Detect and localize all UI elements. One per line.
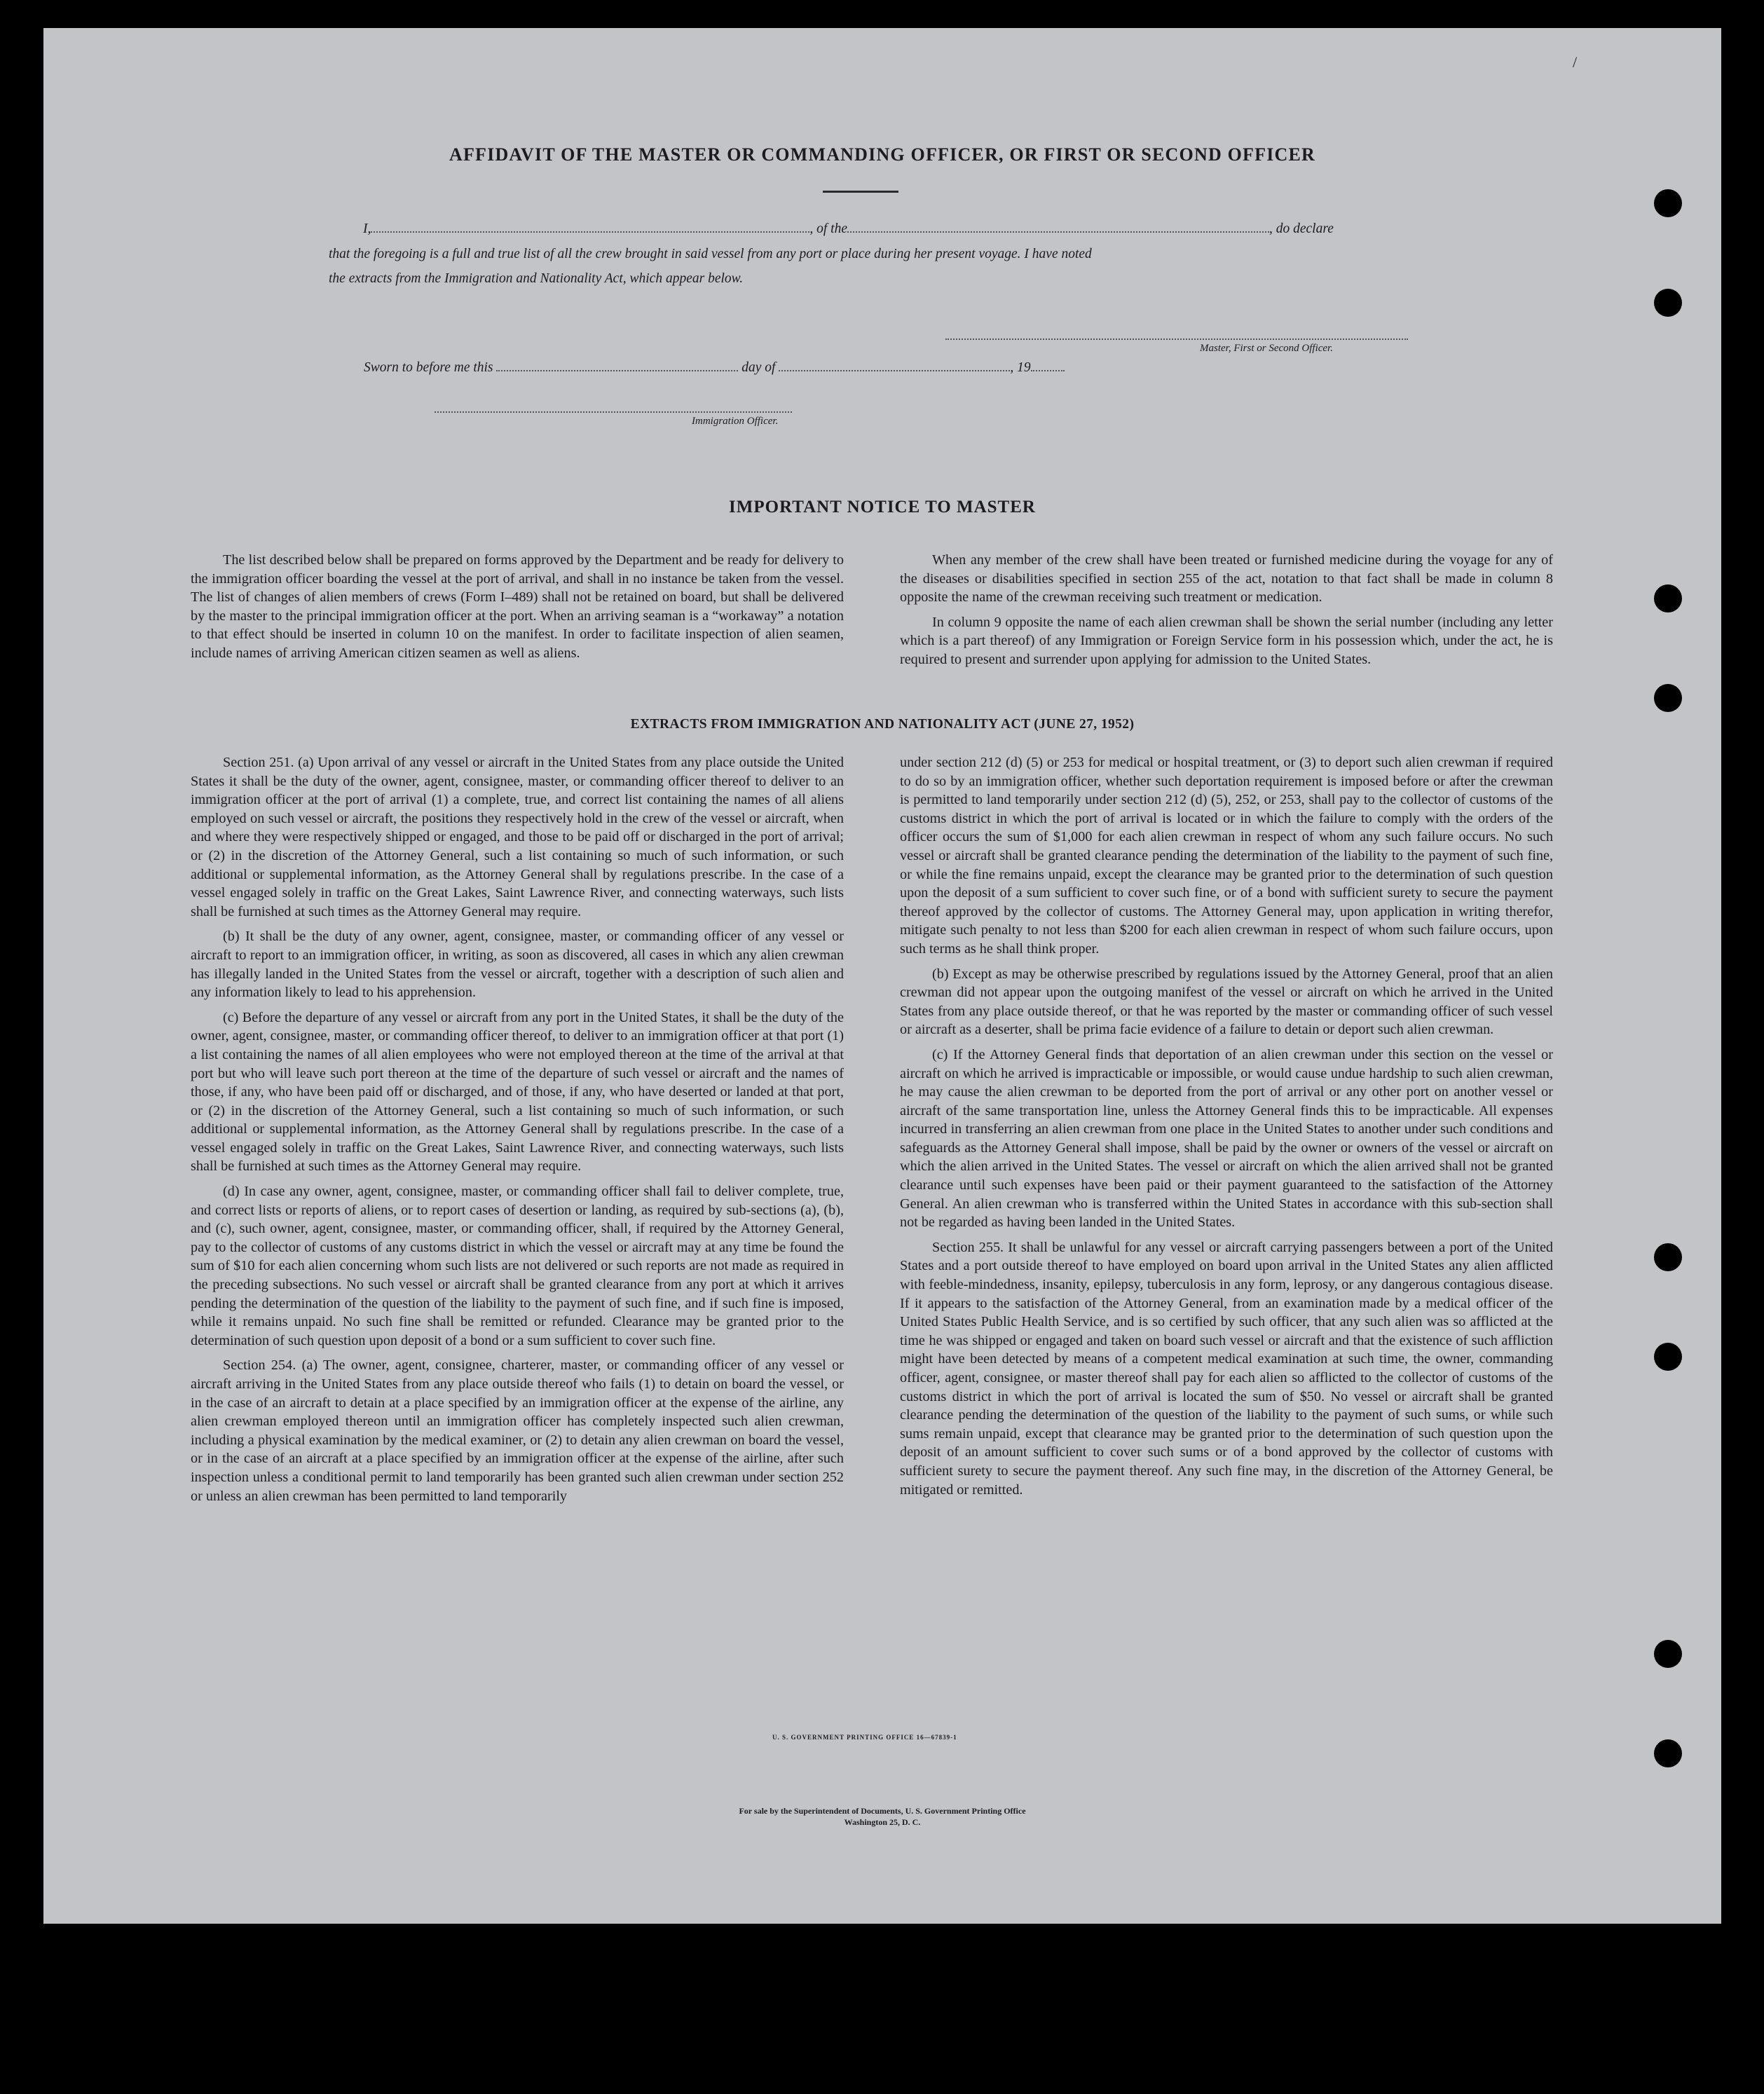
sworn-day-blank [496, 369, 738, 371]
affidavit-line-2: that the foregoing is a full and true list of all the crew brought in said vessel from any port or place during her present voyage. I have noted [329, 247, 1092, 261]
punch-hole [1654, 1243, 1682, 1271]
pencil-mark: / [1573, 53, 1578, 71]
affidavit-title: AFFIDAVIT OF THE MASTER OR COMMANDING OFFICER, OR FIRST OR SECOND OFFICER [449, 144, 1316, 165]
section-254-a-continued: under section 212 (d) (5) or 253 for medical or hospital treatment, or (3) to deport such alien crewman if required to do so by an immigration officer, whether such deportation requirement is imposed before or after the crewman is permitted to land temporarily under section 212 (d) (5), 252, or 253, shall pay to the collector of customs of the customs district in which the port of arrival is located or in which the failure to comply with the orders of the officer occurs the sum of $1,000 for each alien crewman in respect of whom any such failure occurs. No such vessel or aircraft shall be granted clearance pending the determination of the liability to the payment of such fine, or while the fine remains unpaid, except the clearance may be granted prior to the determination of such question upon the deposit of a sum sufficient to cover such fine, or of a bond with sufficient surety to secure the payment thereof approved by the collector of customs. The Attorney General may, upon application in writing therefor, mitigate such penalty to not less than $200 for each alien crewman in respect of whom such failure occurs, upon such terms as he shall think proper. [900, 755, 1553, 957]
sale-line-1: For sale by the Superintendent of Documents, U. S. Government Printing Office [739, 1806, 1026, 1816]
sworn-label: Sworn to before me this [364, 360, 493, 375]
notice-left-column [191, 551, 844, 663]
notice-left-paragraph: The list described below shall be prepared on forms approved by the Department and be ready for delivery to the immigration officer boarding the vessel at the port of arrival, and shall in no instance be taken from the vessel. The list of changes of alien members of crews (Form I–489) shall not be retained on board, but shall be delivered by the master to the principal immigration officer at the port. When an arriving seaman is a “workaway” a notation to that effect should be inserted in column 10 on the manifest. In order to facilitate inspection of alien seamen, include names of arriving American citizen seamen as well as aliens. [191, 552, 844, 661]
form-page [43, 28, 1721, 1924]
of-the-label: , of the [809, 221, 847, 236]
vessel-blank [847, 231, 1269, 233]
year-label: , 19 [1010, 360, 1031, 375]
sale-line-2: Washington 25, D. C. [844, 1817, 921, 1827]
punch-hole [1654, 189, 1682, 217]
sworn-month-blank [779, 369, 1010, 371]
sale-notice [43, 1805, 1721, 1828]
notice-right-paragraph-2: In column 9 opposite the name of each alien crewman shall be shown the serial number (including any letter which is a part thereof) of any Immigration or Foreign Service form in his possession which, under the act, he is required to present and surrender upon applying for admission to the United States. [900, 614, 1553, 667]
extracts-title: EXTRACTS FROM IMMIGRATION AND NATIONALITY ACT (JUNE 27, 1952) [630, 717, 1135, 732]
section-254-a: Section 254. (a) The owner, agent, consignee, charterer, master, or commanding officer of any vessel or aircraft arriving in the United States from any place outside thereof who fails (1) to detain on board the vessel, or in the case of an aircraft to detain at a place specified by an immigration officer at the expense of the airline, any alien crewman employed thereon until an immigration officer has completely inspected such alien crewman, including a physical examination by the medical examiner, or (2) to detain any alien crewman on board the vessel, or in the case of an aircraft at a place specified by an immigration officer at the expense of the airline, after such inspection unless a conditional permit to land temporarily has been granted such alien crewman under section 252 or unless an alien crewman has been permitted to land temporarily [191, 1357, 844, 1504]
punch-hole [1654, 1739, 1682, 1767]
master-signature-label: Master, First or Second Officer. [1200, 343, 1333, 354]
punch-hole [1654, 1343, 1682, 1371]
day-of-label: day of [741, 360, 776, 375]
section-251-c: (c) Before the departure of any vessel or aircraft from any port in the United States, it shall be the duty of the owner, agent, consignee, master, or commanding officer thereof, to deliver to an immigration officer at that port (1) a list containing the names of all alien employees who were not employed thereon at the time of the arrival at that port but who will leave such port thereon at the time of the departure of such vessel or aircraft and the names of those, if any, who have been paid off or discharged, and of those, if any, who have deserted or landed at that port, or (2) in the discretion of the Attorney General, such a list containing so much of such information, or such additional or supplemental information, as the Attorney General shall by regulations prescribe. In the case of a vessel engaged solely in traffic on the Great Lakes, Saint Lawrence River, and connecting waterways, such lists shall be furnished at such times as the Attorney General may require. [191, 1009, 844, 1175]
do-declare-label: , do declare [1269, 221, 1334, 236]
sworn-line [364, 360, 1065, 376]
section-251-b: (b) It shall be the duty of any owner, agent, consignee, master, or commanding officer of any vessel or aircraft to report to an immigration officer, in writing, as soon as discovered, all cases in which any alien crewman has illegally landed in the United States from the vessel or aircraft, together with a description of such alien and any information likely to lead to his apprehension. [191, 929, 844, 1001]
year-blank [1031, 369, 1065, 371]
section-254-b: (b) Except as may be otherwise prescribed by regulations issued by the Attorney General, proof that an alien crewman did not appear upon the outgoing manifest of the vessel or aircraft on which he arrived in the United States from any place outside thereof, or that he was reported by the master or commanding officer of such vessel or aircraft as a deserter, shall be prima facie evidence of a failure to detain or deport such alien crewman. [900, 966, 1553, 1038]
master-signature-line [945, 338, 1408, 340]
notice-title: IMPORTANT NOTICE TO MASTER [729, 498, 1036, 516]
punch-hole [1654, 684, 1682, 712]
section-251-a: Section 251. (a) Upon arrival of any vessel or aircraft in the United States from any place outside the United States it shall be the duty of the owner, agent, consignee, master, or commanding officer thereof to deliver to an immigration officer at the port of arrival (1) a complete, true, and correct list containing the names of all aliens employed on such vessel or aircraft, the positions they respectively hold in the crew of the vessel or aircraft, when and where they were respectively shipped or engaged, and those to be paid off or discharged in the port of arrival; or (2) in the discretion of the Attorney General, such a list containing so much of such information, or such additional or supplemental information, as the Attorney General shall by regulations prescribe. In the case of a vessel engaged solely in traffic on the Great Lakes, Saint Lawrence River, and connecting waterways, such lists shall be furnished at such times as the Attorney General may require. [191, 755, 844, 919]
notice-right-column [900, 551, 1553, 669]
affidavit-i-label: I, [363, 221, 371, 236]
extracts-right-column [900, 753, 1553, 1499]
officer-signature-label: Immigration Officer. [692, 416, 779, 427]
punch-hole [1654, 584, 1682, 613]
section-255: Section 255. It shall be unlawful for any vessel or aircraft carrying passengers between a port of the United States and a port outside thereof to have employed on board upon arrival in the United States any alien afflicted with feeble-mindedness, insanity, epilepsy, tuberculosis in any form, leprosy, or any dangerous contagious disease. If it appears to the satisfaction of the Attorney General, from an examination made by a medical officer of the United States Public Health Service, and is so certified by such officer, that any such alien was so afflicted at the time he was shipped or engaged and taken on board such vessel or aircraft and that the existence of such affliction might have been detected by means of a competent medical examination at such time, the owner, commanding officer, agent, consignee, or master thereof shall pay for each alien so afflicted to the collector of customs of the customs district in which the port of arrival is located the sum of $50. No vessel or aircraft shall be granted clearance pending the determination of the question of the liability to the payment of such sums, or while such sums remain unpaid, except that clearance may be granted prior to the determination of such question upon the deposit of an amount sufficient to cover such sums or of a bond approved by the collector of customs with sufficient surety to secure the payment thereof. Any such fine may, in the discretion of the Attorney General, be mitigated or remitted. [900, 1239, 1553, 1498]
affidavit-line-1 [363, 221, 1334, 237]
affidavit-line-3: the extracts from the Immigration and Nationality Act, which appear below. [329, 271, 744, 286]
section-251-d: (d) In case any owner, agent, consignee, master, or commanding officer shall fail to deliver complete, true, and correct lists or reports of aliens, or to report cases of desertion or landing, as required by sub-sections (a), (b), and (c), such owner, agent, consignee, master, or commanding officer, shall, if required by the Attorney General, pay to the collector of customs of any customs district in which the vessel or aircraft may at any time be found the sum of $10 for each alien concerning whom such lists are not delivered or such reports are not made as required in the preceding subsections. No such vessel or aircraft shall be granted clearance from any port at which it arrives pending the determination of the question of the liability to the payment of such fine, and if such fine is imposed, while it remains unpaid. No such fine shall be remitted or refunded. Clearance may be granted prior to the determination of such question upon deposit of a bond or a sum sufficient to cover such fine. [191, 1184, 844, 1348]
officer-signature-line [435, 411, 792, 413]
punch-hole [1654, 289, 1682, 317]
title-divider [823, 191, 898, 193]
punch-hole [1654, 1640, 1682, 1668]
notice-right-paragraph-1: When any member of the crew shall have been treated or furnished medicine during the voyage for any of the diseases or disabilities specified in section 255 of the act, notation to that fact shall be made in column 8 opposite the name of the crewman receiving such treatment or medication. [900, 552, 1553, 605]
extracts-left-column [191, 753, 844, 1505]
printing-office-line: U. S. GOVERNMENT PRINTING OFFICE 16—67839-1 [772, 1734, 957, 1741]
section-254-c: (c) If the Attorney General finds that deportation of an alien crewman under this section on the vessel or aircraft on which he arrived is impracticable or impossible, or would cause undue hardship to such alien crewman, he may cause the alien crewman to be deported from the port of arrival or any other port on another vessel or aircraft of the same transportation line, unless the Attorney General finds this to be impracticable. All expenses incurred in transferring an alien crewman from one place in the United States to another under such conditions and safeguards as the Attorney General shall impose, shall be paid by the owner or owners of the vessel or aircraft on which the alien arrived in the United States. The vessel or aircraft on which the alien arrived shall not be granted clearance until such expenses have been paid or their payment guaranteed to the satisfaction of the Attorney General. An alien crewman who is transferred within the United States in accordance with this sub-section shall not be regarded as having been landed in the United States. [900, 1046, 1553, 1231]
name-blank [371, 231, 809, 233]
